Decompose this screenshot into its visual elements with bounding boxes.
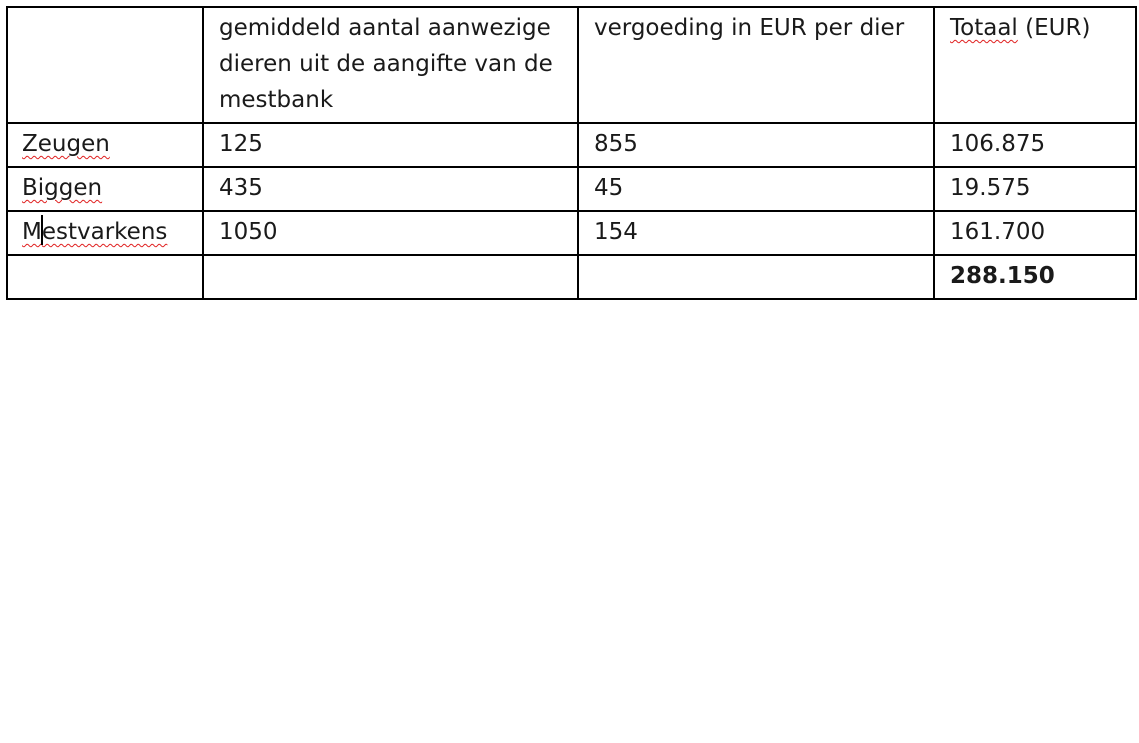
table-total-row — [7, 255, 1136, 299]
row-label-start: M — [22, 219, 42, 245]
header-cell-empty — [7, 7, 203, 123]
total-row-empty-cell — [578, 255, 934, 299]
row-total-cell: 19.575 — [934, 167, 1136, 211]
row-label — [22, 219, 167, 245]
table-row — [7, 167, 1136, 211]
row-label-cell[interactable] — [7, 211, 203, 255]
row-label-cell — [7, 123, 203, 167]
row-count-cell: 1050 — [203, 211, 578, 255]
row-count-cell: 435 — [203, 167, 578, 211]
row-label-cell — [7, 167, 203, 211]
table-row — [7, 211, 1136, 255]
header-cell-total — [934, 7, 1136, 123]
row-total-cell: 106.875 — [934, 123, 1136, 167]
grand-total-cell: 288.150 — [934, 255, 1136, 299]
row-fee-cell: 45 — [578, 167, 934, 211]
row-fee-cell: 855 — [578, 123, 934, 167]
header-total-word: Totaal — [950, 15, 1018, 41]
row-label: Biggen — [22, 175, 103, 201]
header-cell-fee-per-animal: vergoeding in EUR per dier — [578, 7, 934, 123]
total-row-empty-cell — [7, 255, 203, 299]
row-label-rest: estvarkens — [41, 219, 168, 245]
row-total-cell: 161.700 — [934, 211, 1136, 255]
document-table — [6, 6, 1137, 300]
header-total-suffix: (EUR) — [1017, 15, 1091, 41]
table-header-row — [7, 7, 1136, 123]
row-label: Zeugen — [22, 131, 110, 157]
header-cell-animal-count: gemiddeld aantal aanwezige dieren uit de aangifte van de mestbank — [203, 7, 578, 123]
table-row — [7, 123, 1136, 167]
total-row-empty-cell — [203, 255, 578, 299]
row-count-cell: 125 — [203, 123, 578, 167]
row-fee-cell: 154 — [578, 211, 934, 255]
